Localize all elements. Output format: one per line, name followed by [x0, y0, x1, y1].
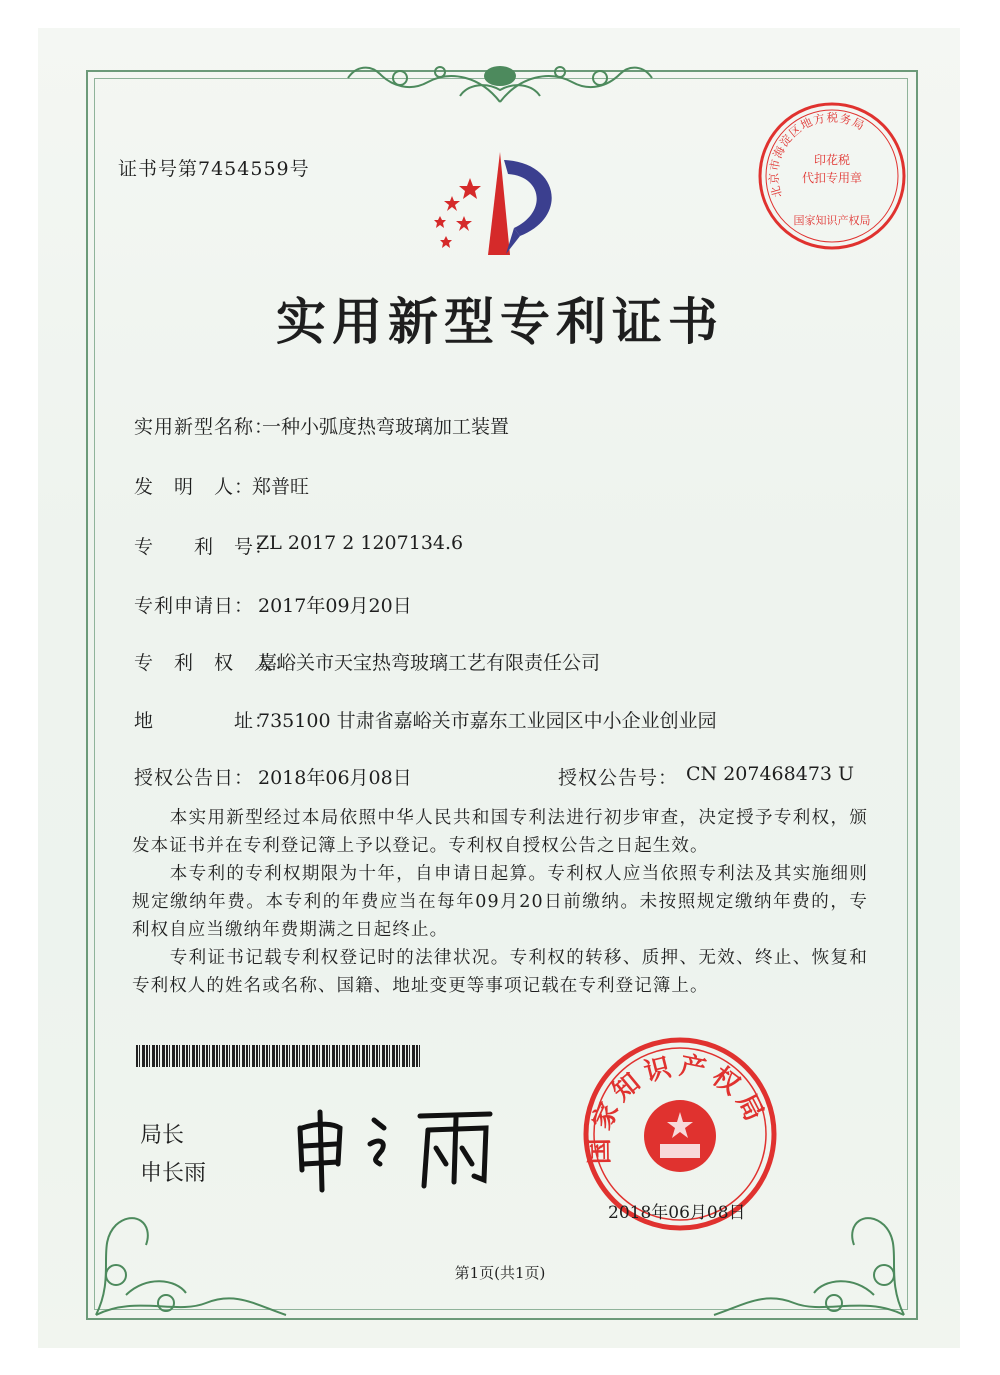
field-value-address: 735100 甘肃省嘉峪关市嘉东工业园区中小企业创业园: [258, 710, 717, 732]
field-value-patentee: 嘉峪关市天宝热弯玻璃工艺有限责任公司: [258, 652, 601, 674]
bottom-left-ornament-icon: [76, 1175, 306, 1325]
field-value-filing-date: 2017年09月20日: [258, 595, 412, 617]
field-value-inventor: 郑普旺: [252, 476, 310, 498]
barcode: [136, 1045, 422, 1067]
signatory-title: 局长: [140, 1123, 185, 1148]
field-label-filing-date: 专利申请日：: [134, 595, 255, 617]
paragraph-2: 本专利的专利权期限为十年，自申请日起算。专利权人应当依照专利法及其实施细则规定缴纳年费。本专利的年费应当在每年09月20日前缴纳。未按照规定缴纳年费的，专利权自应当缴纳年费期满之日起终止。: [132, 864, 868, 940]
seal-date: 2018年06月08日: [608, 1203, 746, 1223]
field-label-grant-date: 授权公告日：: [134, 767, 255, 789]
signature: [290, 1098, 510, 1198]
tax-seal-center-line2: 代扣专用章: [801, 171, 863, 185]
field-value-name: 一种小弧度热弯玻璃加工装置: [262, 416, 510, 438]
field-label-address: 地 址：: [134, 710, 275, 732]
paragraph-3: 专利证书记载专利权登记时的法律状况。专利权的转移、质押、无效、终止、恢复和专利权人的姓名或名称、国籍、地址变更等事项记载在专利登记簿上。: [132, 948, 868, 996]
top-ornament-icon: [340, 56, 660, 108]
patent-office-logo-icon: [418, 150, 588, 260]
page-title: 实用新型专利证书: [276, 292, 724, 351]
field-label-announcement-no: 授权公告号：: [558, 767, 679, 789]
signatory-name: 申长雨: [140, 1161, 207, 1186]
tax-seal-center-line1: 印花税: [813, 153, 851, 167]
field-label-patentee: 专 利 权 人：: [134, 652, 295, 674]
field-label-name: 实用新型名称：: [134, 416, 275, 438]
paragraph-1: 本实用新型经过本局依照中华人民共和国专利法进行初步审查，决定授予专利权，颁发本证书并在专利登记簿上予以登记。专利权自授权公告之日起生效。: [132, 808, 868, 856]
tax-seal-bottom-text: 国家知识产权局: [793, 214, 871, 227]
field-value-announcement-no: CN 207468473 U: [686, 763, 855, 785]
field-label-patent-no: 专 利 号：: [134, 536, 275, 558]
tax-seal-ring-text: 北京市海淀区地方税务局: [766, 110, 868, 200]
tax-seal-graphic-icon: [756, 100, 908, 252]
field-value-grant-date: 2018年06月08日: [258, 767, 412, 789]
field-value-patent-no: ZL 2017 2 1207134.6: [256, 532, 464, 554]
official-seal-text: 国家知识产权局: [584, 1050, 772, 1165]
page-footer: 第1页(共1页): [454, 1264, 546, 1282]
stamp-tax-seal: [756, 100, 908, 252]
certificate-number: 证书号第7454559号: [118, 158, 310, 180]
field-label-inventor: 发 明 人：: [134, 476, 255, 498]
